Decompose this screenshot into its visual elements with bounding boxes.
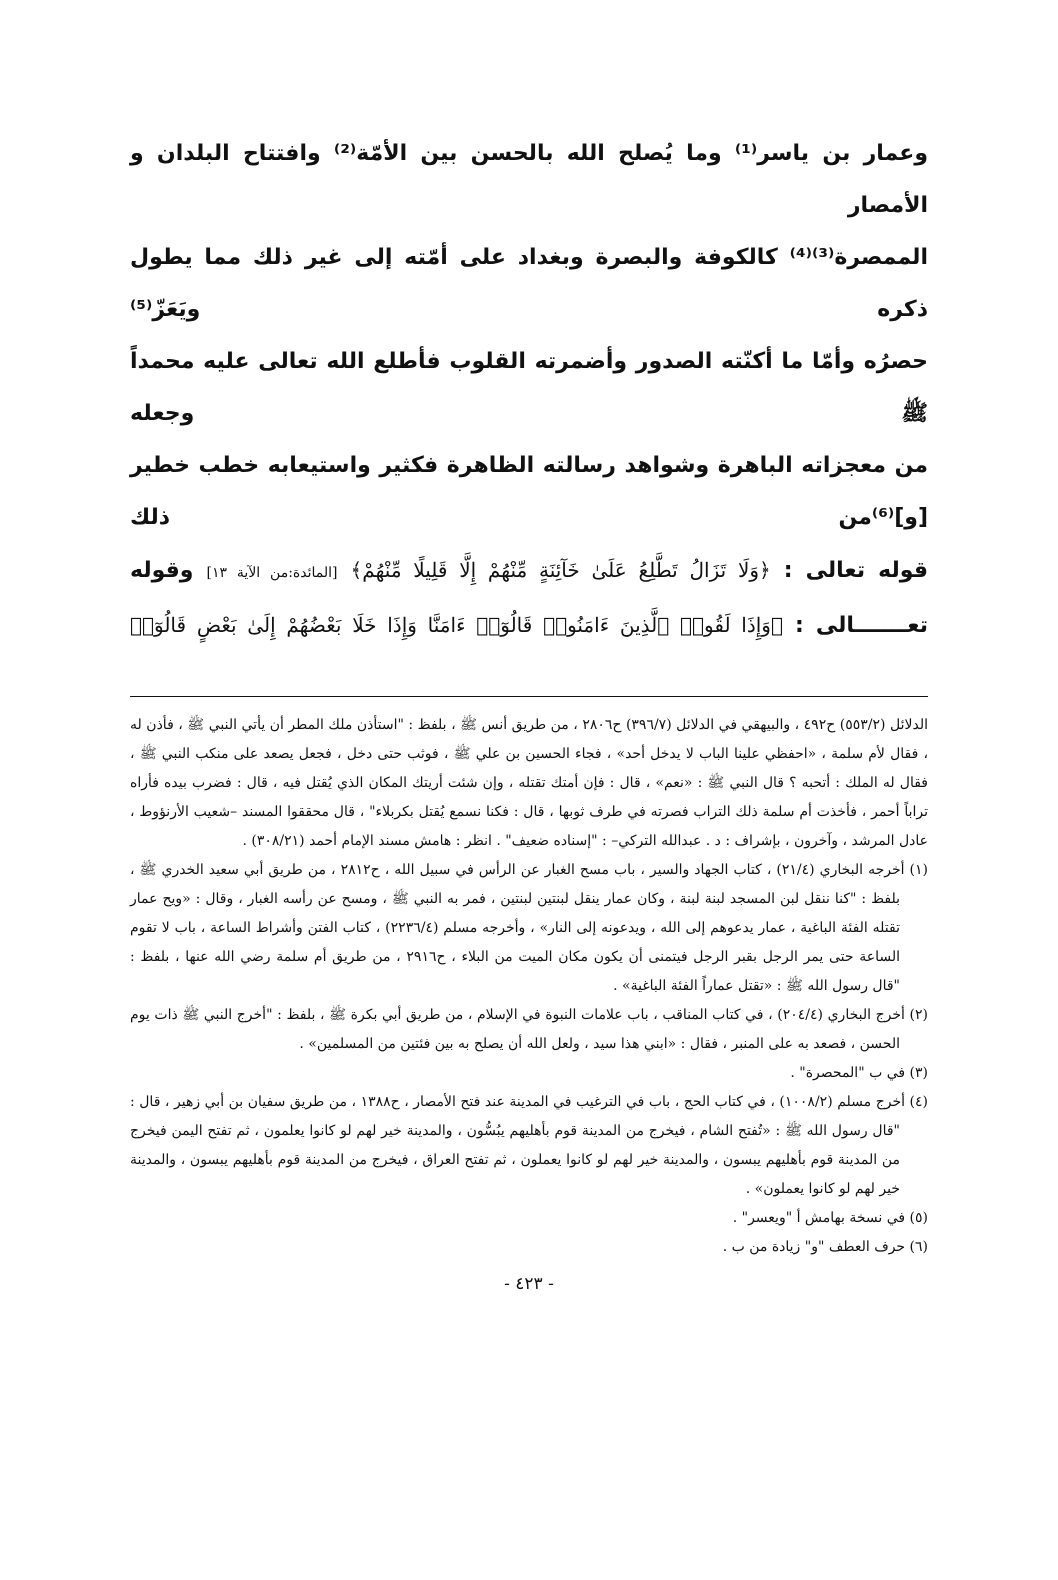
- footnote-1: (١) أخرجه البخاري (٢١/٤) ، كتاب الجهاد والسير ، باب مسح الغبار عن الرأس في سبيل الله ، ح٢٨١٢ ، من طريق أبي سعيد الخدري ﷺ ، بلفظ : "كنا ننقل لبن المسجد لبنة لبنة ، وكان عمار ينقل لبنتين لبنتين ، فمر به النبي ﷺ ، ومسح عن رأسه الغبار ، وقال : «ويح عمار تقتله الفئة الباغية ، عمار يدعوهم إلى الله ، ويدعونه إلى النار» ، وأخرجه مسلم (٢٢٣٦/٤) ، كتاب الفتن وأشراط الساعة ، باب لا تقوم الساعة حتى يمر الرجل بقبر الرجل فيتمنى أن يكون مكان الميت من البلاء ، ح٢٩١٦ ، من طريق أم سلمة رضي الله عنها ، بلفظ : "قال رسول الله ﷺ : «تقتل عماراً الفئة الباغية» .: [130, 862, 929, 994]
- verse-reference: [المائدة:من الآية ١٣]: [206, 565, 338, 581]
- footnote-line: –شعيب الأرنؤوط ، عادل المرشد ، وآخرون ، بإشراف : د . عبدالله التركي– : "إسناده ضعيف" . انظر : هامش: [130, 804, 928, 849]
- intro-text: تعـــــــالى :: [795, 613, 928, 638]
- footnote-2: (٢) أخرج البخاري (٢٠٤/٤) ، في كتاب المناقب ، باب علامات النبوة في الإسلام ، من طريق أبي بكرة ﷺ ، بلفظ : "أخرج النبي ﷺ ذات يوم الحسن ، فصعد به على المنبر ، فقال : «ابني هذا سيد ، ولعل الله أن يصلح به بين فئتين من المسلمين» .: [130, 1007, 929, 1052]
- quran-verse: ﴿وَإِذَا لَقُوا۟ ٱلَّذِينَ ءَامَنُوا۟ قَالُوٓا۟ ءَامَنَّا وَإِذَا خَلَا بَعْضُهُمْ إِلَىٰ بَعْضٍ قَالُوٓا۟: [130, 613, 783, 637]
- footnote-line: الدلائل (٥٥٣/٢) ح٤٩٢ ، والبيهقي في الدلائل (٣٩٦/٧) ح٢٨٠٦ ، من طريق أنس ﷺ ، بلفظ :: [408, 717, 928, 733]
- footnote-line: أحمر ، فأخذت أم سلمة ذلك التراب فصرته في طرف ثوبها ، قال : فكنا نسمع يُقتل بكربلاء" ، قال محققوا المسند: [241, 804, 900, 820]
- text-line: الممصرة⁽³⁾⁽⁴⁾ كالكوفة والبصرة وبغداد على أمّته إلى غير ذلك مما يطول ذكره ويَعَزّ⁽⁵⁾: [130, 245, 928, 322]
- quran-verse: ﴿وَلَا تَزَالُ تَطَّلِعُ عَلَىٰ خَآئِنَةٍ مِّنْهُمْ إِلَّا قَلِيلًا مِّنْهُمْ﴾: [350, 558, 771, 582]
- footnote-line: "استأذن ملك المطر أن يأتي النبي ﷺ ، فأذن له ، فقال لأم سلمة ، «احفظي علينا الباب لا يدخل أحد» ، فجاء: [130, 717, 929, 762]
- footnote-5: (٥) في نسخة بهامش أ "ويعسر" .: [732, 1210, 928, 1226]
- footnote-line: مسند الإمام أحمد (٣٠٨/٢١) .: [242, 833, 410, 849]
- page-number: - ٤٢٣ -: [504, 1274, 554, 1294]
- footnote-3: (٣) في ب "المحصرة" .: [790, 1065, 928, 1081]
- text-segment: وقوله: [130, 558, 194, 583]
- main-text: [130, 128, 928, 652]
- footnote-line: الحسين بن علي ﷺ ، فوثب حتى دخل ، فجعل يصعد على منكب النبي ﷺ ، فقال له الملك : أتحبه ؟ قال النبي: [130, 746, 929, 791]
- page: [130, 0, 928, 1334]
- footnote-4: (٤) أخرج مسلم (١٠٠٨/٢) ، في كتاب الحج ، باب في الترغيب في المدينة عند فتح الأمصار ، ح١٣٨٨ ، من طريق سفيان بن أبي زهير ، قال : "قال رسول الله ﷺ : «تُفتح الشام ، فيخرج من المدينة قوم بأهليهم يبُسُّون ، والمدينة خير لهم لو كانوا يعلمون ، ثم تفتح اليمن فيخرج من المدينة قوم بأهليهم يبسون ، والمدينة خير لهم لو كانوا يعملون ، ثم تفتح العراق ، فيخرج من المدينة قوم بأهليهم يبسون ، والمدينة خير لهم لو كانوا يعملون» .: [130, 1094, 928, 1197]
- footnote-separator: [130, 696, 928, 697]
- footnotes: [130, 711, 928, 1262]
- footnote-line: ﷺ : «نعم» ، قال : فإن أمتك تقتله ، وإن شئت أريتك المكان الذي يُقتل فيه ، قال : فضرب بيده فأراه تراباً: [130, 775, 928, 820]
- text-line: [130, 599, 928, 652]
- text-line: [130, 544, 928, 599]
- intro-text: قوله تعالى :: [783, 558, 928, 583]
- footnote-continuation: [130, 711, 928, 856]
- text-line: من معجزاته الباهرة وشواهد رسالته الظاهرة فكثير واستيعابه خطب خطير [و]⁽⁶⁾من ذلك: [130, 453, 928, 530]
- text-line: وعمار بن ياسر⁽¹⁾ وما يُصلح الله بالحسن بين الأمّة⁽²⁾ وافتتاح البلدان و الأمصار: [130, 141, 928, 218]
- text-line: حصرُه وأمّا ما أكنّته الصدور وأضمرته القلوب فأطلع الله تعالى عليه محمداً ﷺ وجعله: [130, 349, 928, 426]
- footnote-6: (٦) حرف العطف "و" زيادة من ب .: [722, 1239, 928, 1255]
